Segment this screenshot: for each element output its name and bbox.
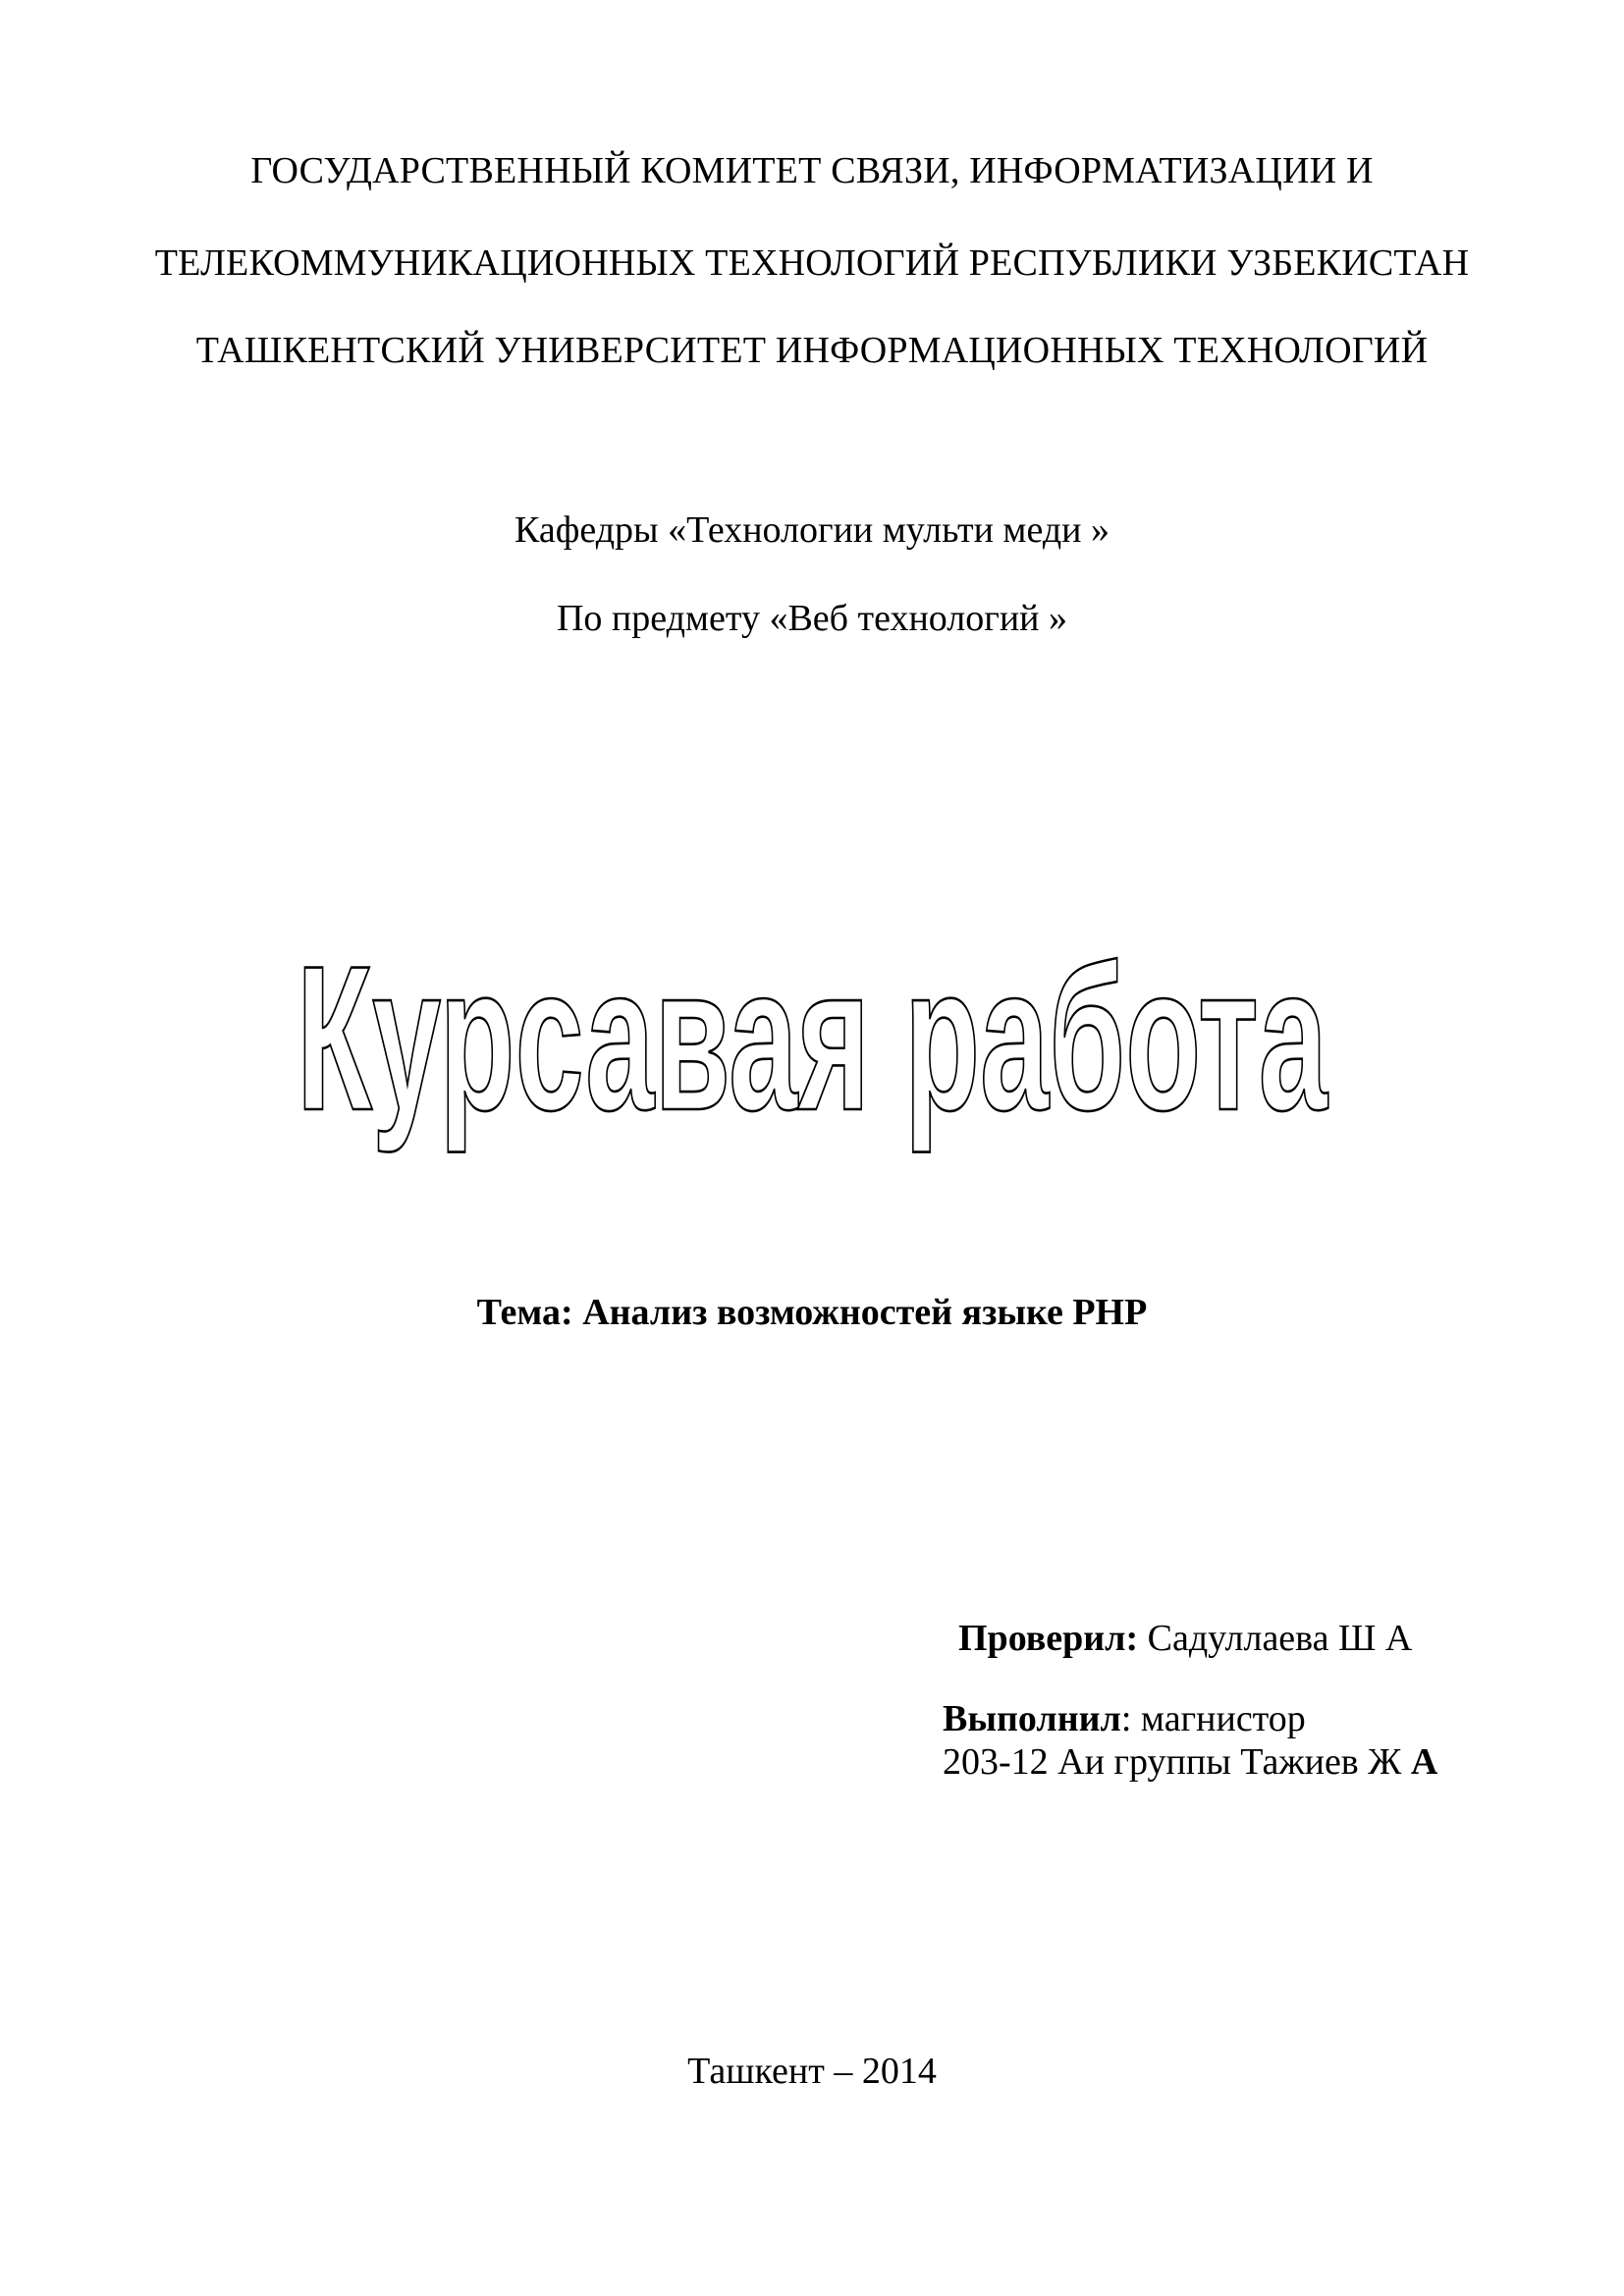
performed-by-role: : магнистор: [1120, 1698, 1306, 1739]
title-banner: [0, 913, 1624, 1168]
checked-by-name: Садуллаева Ш А: [1138, 1618, 1413, 1659]
performed-by-line-1: [943, 1697, 1437, 1740]
document-title: Курсавая работа: [297, 923, 1329, 1153]
header-line-1: ГОСУДАРСТВЕННЫЙ КОМИТЕТ СВЯЗИ, ИНФОРМАТИЗАЦИИ И: [250, 150, 1374, 191]
checked-by-label: Проверил:: [958, 1618, 1139, 1659]
performed-by: [943, 1697, 1437, 1784]
subject-line: По предмету «Веб технологий »: [556, 598, 1068, 639]
performed-by-initial: А: [1410, 1741, 1438, 1783]
performed-by-line-2: [943, 1740, 1437, 1784]
performed-by-group: 203-12 Аи группы Тажиев Ж: [943, 1741, 1411, 1783]
performed-by-label: Выполнил: [943, 1698, 1121, 1739]
checked-by: [958, 1617, 1412, 1660]
department-line: Кафедры «Технологии мульти меди »: [514, 509, 1110, 551]
header-line-2: ТЕЛЕКОММУНИКАЦИОННЫХ ТЕХНОЛОГИЙ РЕСПУБЛИКИ УЗБЕКИСТАН: [154, 242, 1470, 284]
city-year: Ташкент – 2014: [687, 2051, 937, 2092]
title-outline-art: [0, 913, 1624, 1168]
header-line-3: ТАШКЕНТСКИЙ УНИВЕРСИТЕТ ИНФОРМАЦИОННЫХ ТЕХНОЛОГИЙ: [195, 330, 1429, 371]
topic-line: Тема: Анализ возможностей языке PHP: [476, 1292, 1148, 1333]
